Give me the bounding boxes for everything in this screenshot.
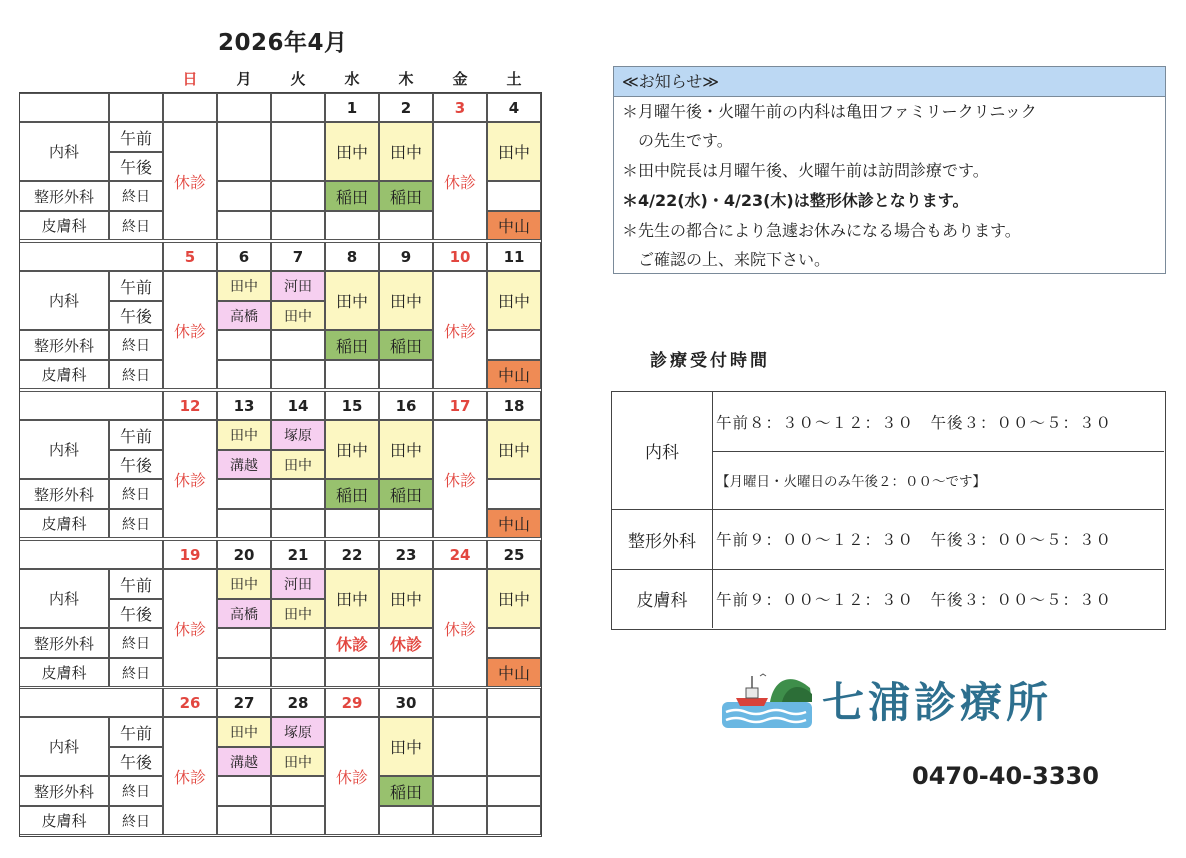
closed-day-cell: 休診: [163, 717, 217, 835]
doctor-cell-seikei: 稲田: [379, 776, 433, 806]
doctor-cell-hifu: [271, 658, 325, 687]
row-label-gozen: 午前: [109, 271, 163, 301]
date-cell: 20: [217, 540, 271, 569]
doctor-cell-hifu: 中山: [487, 509, 541, 538]
closed-day-cell: 休診: [163, 420, 217, 538]
clinic-name: 七浦診療所: [822, 678, 1053, 727]
row-label-shujitsu: 終日: [109, 628, 163, 658]
doctor-cell-seikei: [217, 330, 271, 360]
day-of-week-header: 土: [506, 70, 522, 88]
doctor-cell-gogo: 田中: [271, 747, 325, 776]
doctor-cell-seikei: [487, 479, 541, 509]
doctor-cell-hifu: [379, 806, 433, 835]
date-cell: 4: [487, 93, 541, 122]
date-cell: 18: [487, 391, 541, 420]
day-of-week-header: 月: [236, 70, 252, 88]
date-cell: 3: [433, 93, 487, 122]
doctor-cell-seikei: [487, 776, 541, 806]
row-label-seikei: 整形外科: [19, 181, 109, 211]
empty-cell: [19, 242, 163, 271]
closed-day-cell: 休診: [325, 717, 379, 835]
row-label-shujitsu: 終日: [109, 658, 163, 687]
doctor-cell-hifu: 中山: [487, 360, 541, 389]
empty-cell: [19, 93, 109, 122]
doctor-cell-gozen: 塚原: [271, 717, 325, 747]
doctor-cell-seikei: [217, 776, 271, 806]
date-cell: 22: [325, 540, 379, 569]
notice-line: の先生です。: [622, 131, 733, 150]
row-label-hifu: 皮膚科: [19, 360, 109, 389]
row-label-gogo: 午後: [109, 599, 163, 628]
doctor-cell-seikei: [217, 628, 271, 658]
doctor-cell-naika: 田中: [487, 420, 541, 479]
date-cell: 25: [487, 540, 541, 569]
row-label-gozen: 午前: [109, 420, 163, 450]
phone-number: 0470-40-3330: [912, 762, 1099, 790]
date-cell: [487, 688, 541, 717]
doctor-cell-naika: 田中: [325, 420, 379, 479]
doctor-cell-gozen: 田中: [217, 569, 271, 599]
date-cell: [433, 688, 487, 717]
hours-hifu-time: 午前９：００～１２：３０ 午後３：００～５：３０: [716, 590, 1113, 609]
row-label-gogo: 午後: [109, 450, 163, 479]
doctor-cell-hifu: [325, 658, 379, 687]
row-label-gogo: 午後: [109, 301, 163, 330]
doctor-cell-gogo: 田中: [271, 301, 325, 330]
hours-table: [611, 391, 1166, 630]
doctor-cell-gogo: 高橋: [217, 301, 271, 330]
doctor-cell-hifu: [217, 658, 271, 687]
doctor-cell-seikei: 休診: [379, 628, 433, 658]
doctor-cell-seikei: [487, 181, 541, 211]
doctor-cell-seikei: [271, 181, 325, 211]
row-label-gozen: 午前: [109, 569, 163, 599]
doctor-cell-gogo: 田中: [271, 599, 325, 628]
doctor-cell-seikei: [217, 479, 271, 509]
row-label-seikei: 整形外科: [19, 479, 109, 509]
doctor-cell-seikei: [271, 776, 325, 806]
hours-seikei-time: 午前９：００～１２：３０ 午後３：００～５：３０: [716, 531, 1113, 549]
doctor-cell-gozen: 田中: [217, 717, 271, 747]
date-cell: 27: [217, 688, 271, 717]
row-label-seikei: 整形外科: [19, 628, 109, 658]
date-cell: 16: [379, 391, 433, 420]
doctor-cell-seikei: 稲田: [325, 479, 379, 509]
doctor-cell-gozen: 田中: [217, 420, 271, 450]
row-label-hifu: 皮膚科: [19, 658, 109, 687]
calendar-title: 2026年4月: [218, 30, 348, 56]
hours-naika-time: 午前８：３０～１２：３０ 午後３：００～５：３０: [716, 413, 1113, 432]
hours-hifu-label: 皮膚科: [636, 591, 688, 611]
date-cell: 28: [271, 688, 325, 717]
doctor-cell-gogo: 溝越: [217, 747, 271, 776]
doctor-cell-naika: 田中: [325, 271, 379, 330]
empty-cell: [19, 391, 163, 420]
row-label-naika: 内科: [19, 717, 109, 776]
doctor-cell-seikei: 稲田: [379, 181, 433, 211]
row-label-seikei: 整形外科: [19, 776, 109, 806]
date-cell: 9: [379, 242, 433, 271]
date-cell: 11: [487, 242, 541, 271]
hours-seikei-label: 整形外科: [628, 531, 696, 552]
clinic-logo-icon: [722, 668, 814, 734]
hours-title: 診療受付時間: [650, 351, 770, 371]
date-cell: 8: [325, 242, 379, 271]
doctor-cell-naika: 田中: [379, 271, 433, 330]
date-cell: [271, 93, 325, 122]
doctor-cell-gozen: 河田: [271, 569, 325, 599]
date-cell: 5: [163, 242, 217, 271]
row-label-gozen: 午前: [109, 122, 163, 152]
doctor-cell-seikei: 稲田: [325, 181, 379, 211]
date-cell: 17: [433, 391, 487, 420]
row-label-hifu: 皮膚科: [19, 806, 109, 835]
doctor-cell-hifu: [379, 658, 433, 687]
doctor-cell-naika: 田中: [487, 122, 541, 181]
row-label-hifu: 皮膚科: [19, 211, 109, 240]
doctor-cell-naika: 田中: [487, 569, 541, 628]
day-of-week-header: 日: [182, 70, 198, 88]
closed-day-cell: 休診: [163, 271, 217, 389]
doctor-cell-hifu: [379, 211, 433, 240]
date-cell: 14: [271, 391, 325, 420]
doctor-cell-hifu: [217, 509, 271, 538]
empty-cell: [271, 122, 325, 181]
day-of-week-header: 木: [398, 70, 414, 88]
empty-cell: [19, 540, 163, 569]
doctor-cell-seikei: [487, 330, 541, 360]
date-cell: 19: [163, 540, 217, 569]
closed-day-cell: 休診: [433, 569, 487, 687]
date-cell: 21: [271, 540, 325, 569]
date-cell: 2: [379, 93, 433, 122]
doctor-cell-naika: 田中: [325, 122, 379, 181]
row-label-shujitsu: 終日: [109, 181, 163, 211]
doctor-cell-hifu: 中山: [487, 211, 541, 240]
empty-cell: [109, 93, 163, 122]
doctor-cell-naika: 田中: [379, 717, 433, 776]
row-label-gogo: 午後: [109, 152, 163, 181]
date-cell: 30: [379, 688, 433, 717]
closed-day-cell: 休診: [433, 122, 487, 240]
date-cell: 13: [217, 391, 271, 420]
row-label-gogo: 午後: [109, 747, 163, 776]
doctor-cell-seikei: 休診: [325, 628, 379, 658]
doctor-cell-hifu: [217, 211, 271, 240]
date-cell: 29: [325, 688, 379, 717]
row-label-naika: 内科: [19, 122, 109, 181]
row-label-seikei: 整形外科: [19, 330, 109, 360]
closed-day-cell: 休診: [163, 569, 217, 687]
date-cell: 1: [325, 93, 379, 122]
doctor-cell-hifu: [487, 806, 541, 835]
doctor-cell-naika: 田中: [325, 569, 379, 628]
date-cell: [163, 93, 217, 122]
row-label-naika: 内科: [19, 271, 109, 330]
row-label-shujitsu: 終日: [109, 776, 163, 806]
doctor-cell-hifu: [379, 360, 433, 389]
doctor-cell-seikei: [271, 479, 325, 509]
doctor-cell-seikei: 稲田: [379, 330, 433, 360]
doctor-cell-gozen: 塚原: [271, 420, 325, 450]
date-cell: 15: [325, 391, 379, 420]
row-label-shujitsu: 終日: [109, 509, 163, 538]
closed-day-cell: 休診: [433, 271, 487, 389]
doctor-cell-hifu: [217, 806, 271, 835]
doctor-cell-seikei: [217, 181, 271, 211]
doctor-cell-gogo: 田中: [271, 450, 325, 479]
doctor-cell-hifu: [325, 211, 379, 240]
date-cell: 7: [271, 242, 325, 271]
doctor-cell-hifu: [271, 211, 325, 240]
hours-naika-note: 【月曜日・火曜日のみ午後２：００～です】: [716, 474, 986, 490]
doctor-cell-hifu: 中山: [487, 658, 541, 687]
doctor-cell-gozen: 田中: [217, 271, 271, 301]
row-label-shujitsu: 終日: [109, 479, 163, 509]
closed-day-cell: 休診: [163, 122, 217, 240]
notice-box: [613, 66, 1166, 274]
row-label-hifu: 皮膚科: [19, 509, 109, 538]
empty-cell: [19, 688, 163, 717]
doctor-cell-hifu: [271, 509, 325, 538]
day-of-week-header: 火: [290, 70, 306, 88]
doctor-cell-seikei: [271, 330, 325, 360]
row-label-naika: 内科: [19, 569, 109, 628]
row-label-shujitsu: 終日: [109, 806, 163, 835]
doctor-cell-naika: 田中: [379, 122, 433, 181]
notice-line: ご確認の上、来院下さい。: [622, 250, 831, 269]
notice-line: ＊月曜午後・火曜午前の内科は亀田ファミリークリニック: [622, 102, 1037, 121]
doctor-cell-hifu: [217, 360, 271, 389]
empty-cell: [217, 122, 271, 181]
row-label-shujitsu: 終日: [109, 330, 163, 360]
day-of-week-header: 水: [344, 70, 360, 88]
doctor-cell-seikei: [487, 628, 541, 658]
date-cell: [217, 93, 271, 122]
row-label-shujitsu: 終日: [109, 360, 163, 389]
closed-day-cell: 休診: [433, 420, 487, 538]
doctor-cell-naika: 田中: [379, 569, 433, 628]
day-of-week-header: 金: [452, 70, 468, 88]
empty-cell: [487, 717, 541, 776]
date-cell: 23: [379, 540, 433, 569]
row-label-naika: 内科: [19, 420, 109, 479]
doctor-cell-naika: 田中: [379, 420, 433, 479]
date-cell: 6: [217, 242, 271, 271]
hours-naika-label: 内科: [645, 443, 679, 463]
doctor-cell-hifu: [325, 509, 379, 538]
date-cell: 12: [163, 391, 217, 420]
date-cell: 24: [433, 540, 487, 569]
doctor-cell-seikei: [271, 628, 325, 658]
notice-heading: ≪お知らせ≫: [614, 67, 1165, 97]
date-cell: 10: [433, 242, 487, 271]
doctor-cell-hifu: [433, 806, 487, 835]
date-cell: 26: [163, 688, 217, 717]
doctor-cell-gogo: 高橋: [217, 599, 271, 628]
doctor-cell-seikei: [433, 776, 487, 806]
row-label-gozen: 午前: [109, 717, 163, 747]
notice-line: ＊先生の都合により急遽お休みになる場合もあります。: [622, 221, 1021, 240]
notice-line-important: ＊4/22(水)・4/23(木)は整形休診となります。: [622, 191, 969, 210]
doctor-cell-hifu: [379, 509, 433, 538]
doctor-cell-hifu: [325, 360, 379, 389]
doctor-cell-hifu: [271, 360, 325, 389]
doctor-cell-seikei: 稲田: [325, 330, 379, 360]
doctor-cell-seikei: 稲田: [379, 479, 433, 509]
empty-cell: [433, 717, 487, 776]
doctor-cell-gogo: 溝越: [217, 450, 271, 479]
doctor-cell-hifu: [271, 806, 325, 835]
row-label-shujitsu: 終日: [109, 211, 163, 240]
notice-line: ＊田中院長は月曜午後、火曜午前は訪問診療です。: [622, 161, 989, 180]
doctor-cell-naika: 田中: [487, 271, 541, 330]
doctor-cell-gozen: 河田: [271, 271, 325, 301]
